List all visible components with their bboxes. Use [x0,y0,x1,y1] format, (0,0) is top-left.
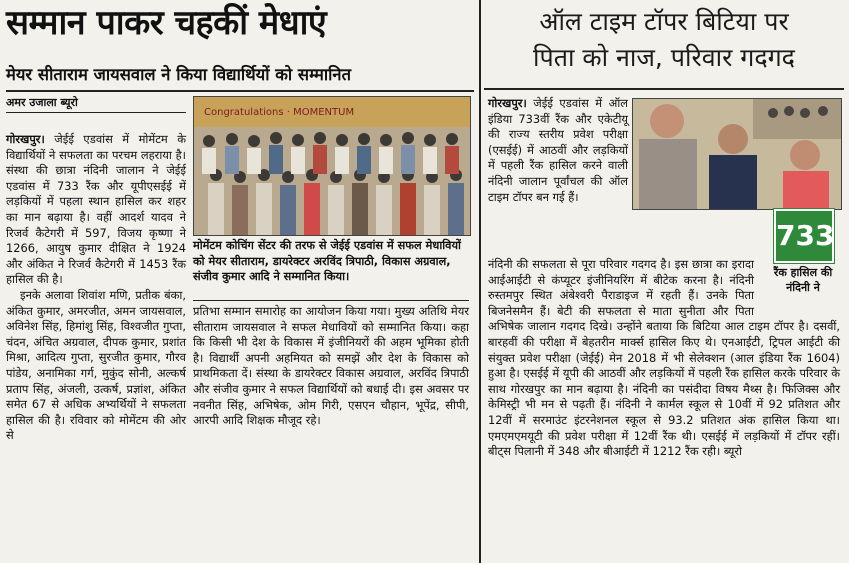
byline-rule [6,112,186,113]
byline: अमर उजाला ब्यूरो [6,96,78,109]
left-column-2 [193,304,469,560]
group-photo [193,96,471,236]
right-headline-rule [484,88,844,90]
left-column-1 [6,132,186,560]
column-divider [479,0,481,563]
nandini-family-photo [632,98,842,210]
right-headline-line-1: ऑल टाइम टॉपर बिटिया पर [539,7,789,36]
headline-rule [6,90,474,92]
col2-paragraph: प्रतिभा सम्मान समारोह का आयोजन किया गया। मुख्य अतिथि मेयर सीताराम जायसवाल ने सफल मेधावियों को सम्मानित किया। कहा कि किसी भी देश के विकास में इंजीनियरों की अहम भूमिका होती है। विद्यार्थी अपनी अहमियत को समझें और देश के विकास को प्राथमिकता दें। संस्था के डायरेक्टर विकास अग्रवाल, अरविंद त्रिपाठी और संजीव कुमार ने सफल विद्यार्थियों को बधाई दी। इस अवसर पर नवनीत सिंह, अभिषेक, ओम गिरी, एसएन चौहान, भूपेंद्र, सीपी, आरपी आदि शिक्षक मौजूद रहे। [193,304,469,428]
family-photo-image [633,99,841,209]
col1-paragraph-2: इनके अलावा शिवांश मणि, प्रतीक बंका, अंकित कुमार, अमरजीत, अमन जायसवाल, अविनेश सिंह, हिमांशु सिंह, विश्वजीत गुप्ता, चंदन, अंचित अग्रवाल, दीपक कुमार, प्रशांत मिश्रा, आदित्य गुप्ता, सुरजीत कुमार, गौरव पांडेय, अनामिका गर्ग, मुकुंद सोनी, अल्कर्ष प्रताप सिंह, अंजली, उत्कर्ष, प्रज्ञांश, अंकित समेत 67 से अधिक अभ्यर्थियों ने सफलता हासिल की है। रविवार को मोमेंटम की ओर से [6,287,186,443]
rank-badge: 733 [774,209,834,263]
right-body-text: नंदिनी की सफलता से पूरा परिवार गदगद है। इस छात्रा का इरादा आईआईटी से कंप्यूटर इंजीनियरिंग में बीटेक करना है। नंदिनी रुस्तमपुर स्थित अंबेश्वरी पैराडाइज में रहती हैं। उनके पिता बिजनेसमैन हैं। बेटी की सफलता से माता सुनीता और पिता अभिषेक जालान गदगद दिखे। उन्होंने बताया कि बिटिया आल टाइम टॉपर है। दसवीं, बारहवीं की परीक्षा में बेहतरीन मार्क्स हासिल किए थे। एनआईटी, ट्रिपल आईटी की संयुक्त प्रवेश परीक्षा (जेईई) मेन 2018 में भी सेलेक्शन (आल इंडिया रैंक 1604) हुआ है। एसईई में यूपी की आठवीं और लड़कियों में पहली रैंक हासिल करके परिवार के साथ गोरखपुर का मान बढ़ाया है। नंदिनी का पसंदीदा विषय मैथ्स है। फिजिक्स और केमिस्ट्री भी मन से पढ़ती हैं। नंदिनी ने कार्मल स्कूल से 10वीं में 92 प्रतिशत और 12वीं में सरमाउंट इंटरनेशनल स्कूल से 93.2 प्रतिशत अंक हासिल किया था। एमएमएमयूटी की प्रवेश परीक्षा में 12वीं रैंक थी। एसईई में लड़कियों में टॉपर रहीं। बीट्स पिलानी में 348 और बीआईटी में 1212 रैंक रही। ब्यूरो [488,257,840,459]
right-intro [488,96,628,256]
group-photo-image [194,97,470,235]
photo-caption: मोमेंटम कोचिंग सेंटर की तरफ से जेईई एडवांस में सफल मेधावियों को मेयर सीताराम, डायरेक्टर अरविंद त्रिपाठी, विकास अग्रवाल, संजीव कुमार आदि ने सम्मानित किया। [193,239,461,284]
col1-paragraph-1: जेईई एडवांस में मोमेंटम के विद्यार्थियों ने सफलता का परचम लहराया है। संस्था की छात्रा नंदिनी जालान ने जेईई एडवांस में 733 रैंक और यूपीएसईई में लड़कियों में पहला स्थान हासिल कर शहर का मान बढ़ाया है। वहीं आदर्श यादव ने रिजर्व कैटेगरी में 597, विजय कृष्णा ने 1266, आयुष कुमार दीक्षित ने 1924 और अंकित ने रिजर्व कैटेगरी में 1453 रैंक हासिल की है। [6,132,186,287]
right-headline [484,4,844,76]
right-dateline: गोरखपुर। [488,96,527,110]
dateline: गोरखपुर। [6,132,45,146]
left-headline: सम्मान पाकर चहकीं मेधाएं [6,3,327,43]
right-intro-text: जेईई एडवांस में ऑल इंडिया 733वीं रैंक और एकेटीयू की राज्य स्तरीय प्रवेश परीक्षा (एसईई) में आठवीं और लड़कियों में पहली रैंक हासिल करने वाली नंदिनी जालान पूर्वांचल की ऑल टाइम टॉपर बन गई हैं। [488,96,628,204]
right-body [488,257,840,561]
rank-badge-caption: रैंक हासिल की नंदिनी ने [773,266,833,294]
photo-banner-text: Congratulations · MOMENTUM [204,107,355,118]
left-subheadline: मेयर सीताराम जायसवाल ने किया विद्यार्थियों को सम्मानित [6,65,351,84]
caption-rule [193,300,469,301]
right-headline-line-2: पिता को नाज, परिवार गदगद [533,43,795,72]
